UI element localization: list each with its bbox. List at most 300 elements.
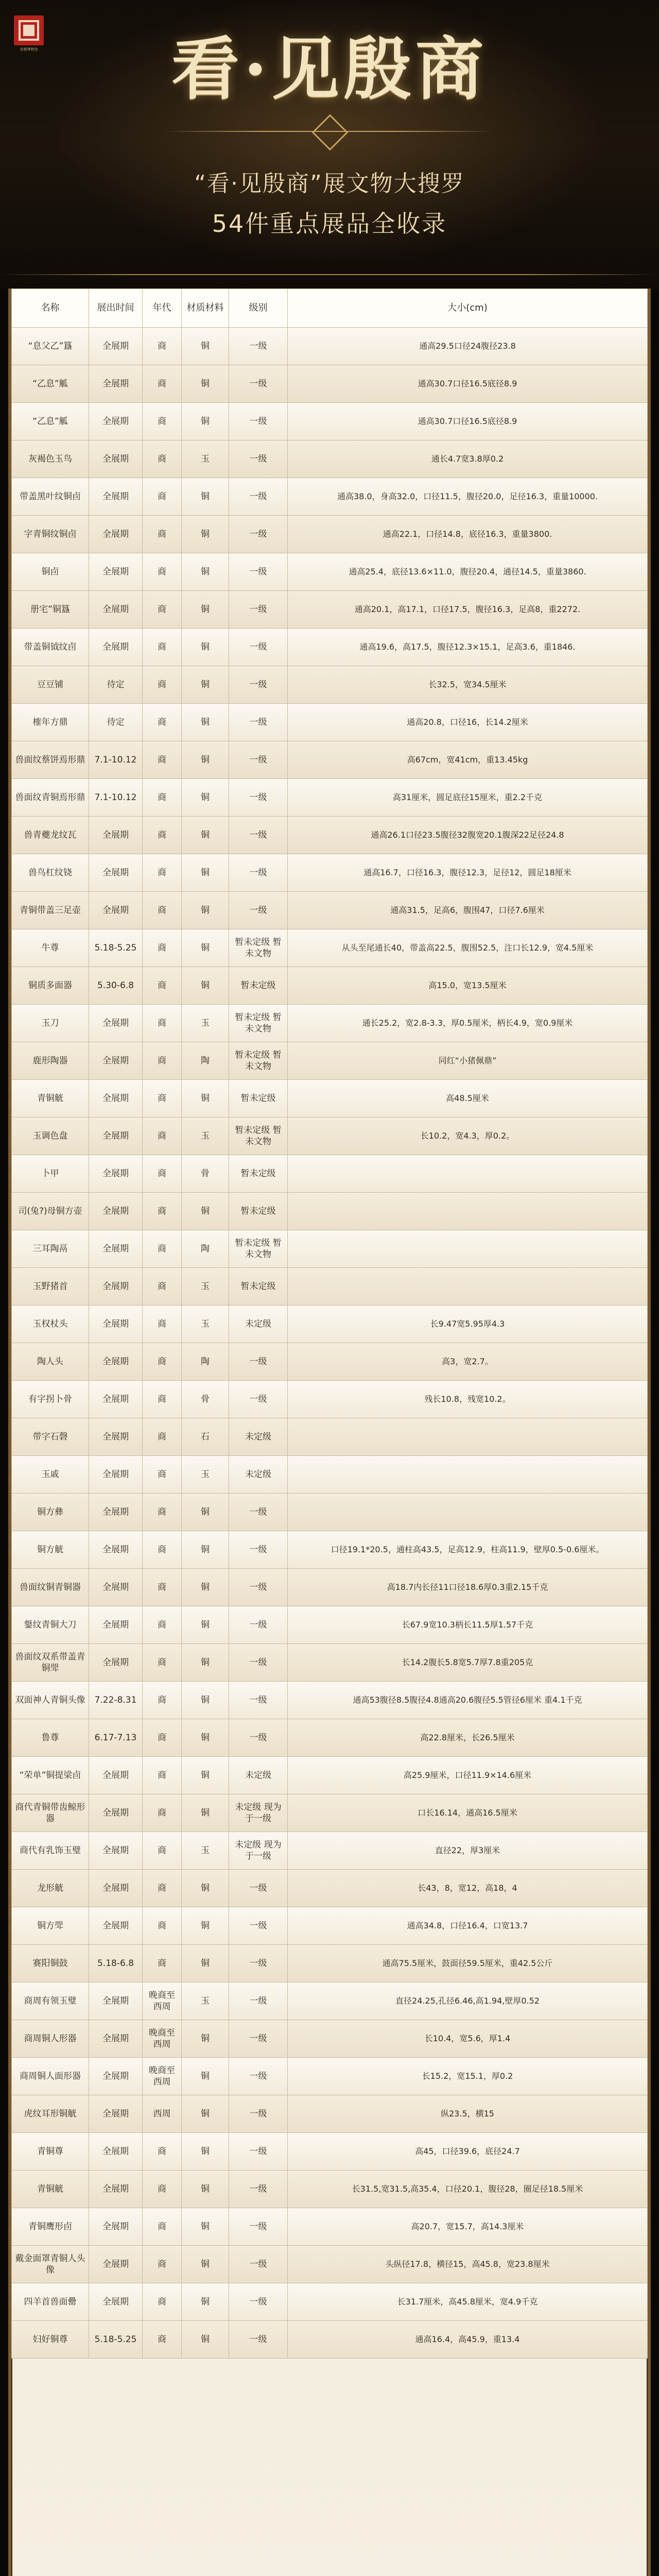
cell-material: 陶 [182,1230,229,1268]
table-row [12,1494,648,1531]
cell-level: 一级 [229,1719,288,1757]
table-row [12,1757,648,1794]
table-row [12,929,648,967]
cell-period: 全展期 [89,365,143,403]
cell-size: 通高20.1，高17.1，口径17.5，腹径16.3，足高8，重2272. [288,591,648,629]
cell-name: 双面神人青铜头像 [12,1682,89,1719]
cell-era: 商 [143,328,182,365]
hero-subtitle-1: “看·见殷商”展文物大搜罗 [194,171,465,197]
cell-era: 商 [143,779,182,817]
cell-name: 册宅”铜簋 [12,591,89,629]
cell-level: 暂未定级 暂未文物 [229,929,288,967]
cell-era: 商 [143,1832,182,1870]
cell-period: 全展期 [89,1644,143,1682]
cell-period: 全展期 [89,1832,143,1870]
cell-size: 长43，8，宽12，高18，4 [288,1870,648,1907]
cell-name: 虎纹耳形铜觥 [12,2095,89,2133]
cell-era: 西周 [143,2095,182,2133]
cell-level: 未定级 [229,1456,288,1494]
cell-material: 铜 [182,2246,229,2283]
table-row [12,1832,648,1870]
cell-name: 玉刀 [12,1005,89,1042]
cell-level: 一级 [229,1494,288,1531]
cell-size: 通高31.5，足高6，腹围47，口径7.6厘米 [288,892,648,929]
cell-level: 一级 [229,1531,288,1569]
cell-era: 商 [143,403,182,440]
cell-material: 玉 [182,1832,229,1870]
cell-name: 玉权杖头 [12,1306,89,1343]
cell-period: 全展期 [89,1418,143,1456]
cell-size: 通高25.4，底径13.6×11.0，腹径20.4，通径14.5，重量3860. [288,553,648,591]
cell-era: 商 [143,2321,182,2359]
table-row [12,2208,648,2246]
cell-level: 一级 [229,854,288,892]
table-row [12,666,648,704]
cell-period: 全展期 [89,2171,143,2208]
cell-name: 龙形觥 [12,1870,89,1907]
table-row [12,1381,648,1418]
cell-name: 铜卣 [12,553,89,591]
cell-name: 妇好铜尊 [12,2321,89,2359]
cell-material: 陶 [182,1343,229,1381]
cell-level: 一级 [229,1606,288,1644]
table-row [12,2020,648,2058]
table-row [12,1682,648,1719]
cell-era: 商 [143,1682,182,1719]
cell-material: 铜 [182,2283,229,2321]
cell-name: 商周铜人形器 [12,2020,89,2058]
cell-material: 铜 [182,817,229,854]
table-row [12,1870,648,1907]
cell-size: 口径19.1*20.5，通柱高43.5，足高12.9，柱高11.9，壁厚0.5-0.6厘米。 [288,1531,648,1569]
table-row [12,1193,648,1230]
cell-size [288,1456,648,1494]
table-row [12,1719,648,1757]
cell-size: 通长25.2，宽2.8-3.3，厚0.5厘米，柄长4.9，宽0.9厘米 [288,1005,648,1042]
table-row [12,516,648,553]
cell-level: 一级 [229,328,288,365]
cell-material: 铜 [182,1945,229,1982]
cell-size: 通高20.8，口径16，长14.2厘米 [288,704,648,741]
cell-size: 长9.47宽5.95厚4.3 [288,1306,648,1343]
cell-period: 全展期 [89,591,143,629]
cell-material: 铜 [182,2095,229,2133]
cell-material: 陶 [182,1042,229,1080]
table-row [12,1418,648,1456]
cell-level: 一级 [229,1982,288,2020]
cell-material: 铜 [182,1531,229,1569]
cell-era: 商 [143,2208,182,2246]
cell-level: 一级 [229,2283,288,2321]
table-row [12,2171,648,2208]
cell-material: 铜 [182,892,229,929]
cell-name: 青铜鹰形卣 [12,2208,89,2246]
cell-name: 司(兔?)母铜方壶 [12,1193,89,1230]
cell-name: 玉戚 [12,1456,89,1494]
col-header-period: 展出时间 [89,289,143,328]
table-row [12,779,648,817]
cell-period: 全展期 [89,854,143,892]
table-row [12,967,648,1005]
cell-era: 商 [143,1606,182,1644]
col-header-size: 大小(cm) [288,289,648,328]
cell-period: 7.1-10.12 [89,741,143,779]
cell-name: 兽面纹双系带盖青铜斝 [12,1644,89,1682]
cell-period: 全展期 [89,1456,143,1494]
cell-name: 铜方彝 [12,1494,89,1531]
cell-era: 商 [143,1870,182,1907]
cell-material: 铜 [182,2321,229,2359]
cell-period: 7.1-10.12 [89,779,143,817]
cell-era: 商 [143,1042,182,1080]
cell-level: 一级 [229,440,288,478]
cell-size: 通长4.7宽3.8厚0.2 [288,440,648,478]
cell-level: 暂未定级 [229,1155,288,1193]
table-row [12,1606,648,1644]
cell-level: 暂未定级 [229,1193,288,1230]
cell-size: 高15.0，宽13.5厘米 [288,967,648,1005]
cell-size: 从头至尾通长40，带盖高22.5，腹围52.5，注口长12.9，宽4.5厘米 [288,929,648,967]
cell-period: 全展期 [89,1907,143,1945]
cell-name: 玉野猪首 [12,1268,89,1306]
table-row [12,1230,648,1268]
cell-level: 一级 [229,2171,288,2208]
cell-material: 铜 [182,1719,229,1757]
cell-size: 同红“小猪佩鼎” [288,1042,648,1080]
cell-material: 铜 [182,2133,229,2171]
cell-era: 商 [143,2171,182,2208]
cell-level: 一级 [229,741,288,779]
table-row [12,1042,648,1080]
cell-size: 高3，宽2.7。 [288,1343,648,1381]
cell-name: 商周铜人面形器 [12,2058,89,2095]
cell-size: 高25.9厘米，口径11.9×14.6厘米 [288,1757,648,1794]
cell-name: 带盖铜钺纹卣 [12,629,89,666]
cell-name: 卜甲 [12,1155,89,1193]
cell-era: 商 [143,1644,182,1682]
cell-era: 商 [143,1719,182,1757]
table-row [12,1268,648,1306]
cell-name: 玉调色盘 [12,1117,89,1155]
cell-material: 玉 [182,1306,229,1343]
table-row [12,1945,648,1982]
cell-name: 榷年方鼎 [12,704,89,741]
cell-level: 暂未定级 [229,967,288,1005]
cell-era: 商 [143,629,182,666]
cell-era: 商 [143,1005,182,1042]
cell-name: “乙息”觚 [12,365,89,403]
cell-material: 骨 [182,1155,229,1193]
table-row [12,1644,648,1682]
cell-size: 长32.5，宽34.5厘米 [288,666,648,704]
cell-level: 未定级 [229,1418,288,1456]
cell-name: 三耳陶鬲 [12,1230,89,1268]
cell-period: 7.22-8.31 [89,1682,143,1719]
cell-period: 全展期 [89,553,143,591]
cell-size: 通高26.1口径23.5腹径32腹宽20.1腹深22足径24.8 [288,817,648,854]
table-row [12,1794,648,1832]
cell-size: 高18.7内长径11口径18.6厚0.3重2.15千克 [288,1569,648,1606]
cell-size: 头纵径17.8，横径15，高45.8，宽23.8厘米 [288,2246,648,2283]
cell-period: 全展期 [89,1569,143,1606]
cell-size: 直径24.25,孔径6.46,高1.94,壁厚0.52 [288,1982,648,2020]
cell-size: 通高30.7口径16.5底径8.9 [288,403,648,440]
cell-material: 铜 [182,1907,229,1945]
cell-name: 铜质多面器 [12,967,89,1005]
cell-material: 铜 [182,1494,229,1531]
cell-size: 高20.7，宽15.7，高14.3厘米 [288,2208,648,2246]
cell-name: 陶人头 [12,1343,89,1381]
cell-level: 未定级 [229,1757,288,1794]
cell-level: 一级 [229,2020,288,2058]
cell-material: 铜 [182,704,229,741]
cell-era: 商 [143,2246,182,2283]
cell-size: 长67.9宽10.3柄长11.5厚1.57千克 [288,1606,648,1644]
cell-level: 一级 [229,1343,288,1381]
cell-level: 暂未定级 暂未文物 [229,1042,288,1080]
cell-period: 全展期 [89,1343,143,1381]
cell-size: 通高38.0，身高32.0，口径11.5，腹径20.0，足径16.3，重量10000. [288,478,648,516]
cell-material: 玉 [182,1005,229,1042]
table-row [12,2058,648,2095]
museum-logo[interactable] [11,15,46,60]
cell-name: 兽面纹蔡饼焉形鼎 [12,741,89,779]
cell-name: “乙息”觚 [12,403,89,440]
table-row [12,478,648,516]
cell-era: 商 [143,365,182,403]
cell-size [288,1418,648,1456]
cell-material: 铜 [182,1606,229,1644]
cell-level: 一级 [229,2095,288,2133]
cell-era: 商 [143,1945,182,1982]
cell-name: 字青铜纹铜卣 [12,516,89,553]
cell-size [288,1155,648,1193]
cell-period: 全展期 [89,817,143,854]
cell-material: 玉 [182,1117,229,1155]
cell-period: 5.18-5.25 [89,2321,143,2359]
table-row [12,892,648,929]
cell-size [288,1193,648,1230]
cell-level: 暂未定级 [229,1080,288,1117]
hero-header [0,0,659,289]
cell-material: 玉 [182,1982,229,2020]
hero-subtitle-2: 54件重点展品全收录 [212,210,447,238]
cell-era: 商 [143,817,182,854]
cell-material: 铜 [182,553,229,591]
cell-era: 商 [143,1907,182,1945]
cell-period: 全展期 [89,1794,143,1832]
cell-material: 铜 [182,2020,229,2058]
cell-material: 玉 [182,1268,229,1306]
cell-level: 暂未定级 暂未文物 [229,1005,288,1042]
cell-material: 铜 [182,666,229,704]
table-row [12,365,648,403]
cell-name: 灰褐色玉鸟 [12,440,89,478]
cell-name: “息父乙”簋 [12,328,89,365]
cell-period: 全展期 [89,1230,143,1268]
cell-era: 商 [143,516,182,553]
cell-material: 铜 [182,516,229,553]
cell-size: 通高75.5厘米，鼓面径59.5厘米，重42.5公斤 [288,1945,648,1982]
cell-size: 长10.2，宽4.3，厚0.2。 [288,1117,648,1155]
cell-level: 未定级 [229,1306,288,1343]
cell-material: 铜 [182,328,229,365]
cell-era: 商 [143,2133,182,2171]
seal-icon [14,15,44,45]
cell-period: 5.18-6.8 [89,1945,143,1982]
cell-level: 一级 [229,365,288,403]
cell-era: 商 [143,1418,182,1456]
cell-name: 戴金面罩青铜人头像 [12,2246,89,2283]
ornament-divider [165,115,494,146]
cell-name: 青铜觥 [12,2171,89,2208]
cell-name: 带盖黑叶纹铜卣 [12,478,89,516]
cell-size: 直径22，厚3厘米 [288,1832,648,1870]
cell-period: 全展期 [89,1042,143,1080]
cell-period: 全展期 [89,1494,143,1531]
cell-material: 铜 [182,2058,229,2095]
cell-name: 商代有乳饰玉璧 [12,1832,89,1870]
cell-era: 商 [143,1343,182,1381]
cell-period: 全展期 [89,1268,143,1306]
cell-era: 商 [143,1456,182,1494]
cell-level: 一级 [229,629,288,666]
table-row [12,2133,648,2171]
table-row [12,854,648,892]
cell-era: 商 [143,1155,182,1193]
cell-level: 一级 [229,1569,288,1606]
table-row [12,1306,648,1343]
col-header-material: 材质材料 [182,289,229,328]
cell-level: 暂未定级 [229,1268,288,1306]
cell-size: 高31厘米，圆足底径15厘米，重2.2千克 [288,779,648,817]
cell-level: 未定级 现为于一级 [229,1832,288,1870]
cell-name: 带字石磬 [12,1418,89,1456]
cell-period: 全展期 [89,2095,143,2133]
cell-period: 全展期 [89,1117,143,1155]
cell-period: 全展期 [89,1080,143,1117]
cell-name: 兽鸟杠纹铙 [12,854,89,892]
cell-material: 铜 [182,1080,229,1117]
cell-period: 全展期 [89,629,143,666]
cell-name: 兽面纹铜青铜器 [12,1569,89,1606]
cell-period: 全展期 [89,1005,143,1042]
cell-name: 青铜尊 [12,2133,89,2171]
table-header-row [12,289,648,328]
cell-material: 铜 [182,2208,229,2246]
cell-material: 铜 [182,629,229,666]
cell-era: 商 [143,440,182,478]
cell-era: 商 [143,704,182,741]
cell-period: 全展期 [89,1757,143,1794]
cell-period: 6.17-7.13 [89,1719,143,1757]
cell-period: 5.30-6.8 [89,967,143,1005]
table-row [12,2283,648,2321]
table-row [12,2095,648,2133]
cell-material: 铜 [182,741,229,779]
col-header-era: 年代 [143,289,182,328]
cell-name: 牛尊 [12,929,89,967]
cell-name: 豆豆铺 [12,666,89,704]
cell-size: 长14.2腹长5.8宽5.7厚7.8重205克 [288,1644,648,1682]
cell-period: 全展期 [89,478,143,516]
table-row [12,2321,648,2359]
cell-material: 铜 [182,1193,229,1230]
cell-era: 商 [143,1306,182,1343]
cell-level: 一级 [229,2058,288,2095]
cell-name: 四羊首兽面罍 [12,2283,89,2321]
cell-size: 纵23.5，横15 [288,2095,648,2133]
table-row [12,440,648,478]
cell-level: 一级 [229,553,288,591]
cell-era: 商 [143,1531,182,1569]
cell-name: 铜方斝 [12,1907,89,1945]
cell-name: 青铜带盖三足壶 [12,892,89,929]
table-row [12,741,648,779]
cell-size: 高67cm，宽41cm，重13.45kg [288,741,648,779]
table-row [12,1982,648,2020]
cell-period: 全展期 [89,1381,143,1418]
cell-material: 铜 [182,929,229,967]
cell-name: 商代青铜带齿鲸形器 [12,1794,89,1832]
cell-era: 商 [143,1381,182,1418]
table-row [12,629,648,666]
cell-size: 通高16.4，高45.9，重13.4 [288,2321,648,2359]
cell-era: 商 [143,967,182,1005]
cell-era: 商 [143,2283,182,2321]
cell-name: 兽面纹青铜焉形鼎 [12,779,89,817]
table-body [12,328,648,2359]
cell-size: 通高19.6，高17.5，腹径12.3×15.1，足高3.6，重1846. [288,629,648,666]
cell-level: 一级 [229,704,288,741]
cell-size: 通高22.1，口径14.8，底径16.3，重量3800. [288,516,648,553]
header-rule [0,274,659,275]
table-row [12,1531,648,1569]
cell-period: 全展期 [89,1870,143,1907]
cell-era: 晚商至西周 [143,2058,182,2095]
cell-period: 全展期 [89,2246,143,2283]
cell-era: 商 [143,1494,182,1531]
table-row [12,1569,648,1606]
cell-material: 铜 [182,1757,229,1794]
cell-level: 暂未定级 暂未文物 [229,1117,288,1155]
cell-level: 一级 [229,2133,288,2171]
cell-level: 一级 [229,2208,288,2246]
cell-size: 残长10.8，残宽10.2。 [288,1381,648,1418]
cell-level: 一级 [229,2321,288,2359]
cell-material: 铜 [182,854,229,892]
cell-era: 商 [143,1230,182,1268]
cell-level: 一级 [229,666,288,704]
cell-era: 晚商至西周 [143,2020,182,2058]
cell-material: 铜 [182,478,229,516]
cell-period: 全展期 [89,1193,143,1230]
cell-level: 未定级 现为于一级 [229,1794,288,1832]
cell-size: 高45，口径39.6，底径24.7 [288,2133,648,2171]
cell-level: 一级 [229,1381,288,1418]
cell-period: 待定 [89,704,143,741]
cell-material: 玉 [182,1456,229,1494]
cell-name: 商周有领玉璧 [12,1982,89,2020]
cell-material: 玉 [182,440,229,478]
cell-level: 一级 [229,1870,288,1907]
cell-period: 全展期 [89,516,143,553]
cell-era: 商 [143,553,182,591]
cell-size: 长15.2，宽15.1，厚0.2 [288,2058,648,2095]
cell-period: 全展期 [89,1306,143,1343]
cell-level: 暂未定级 暂未文物 [229,1230,288,1268]
cell-size: 通高16.7，口径16.3，腹径12.3，足径12，圆足18厘米 [288,854,648,892]
